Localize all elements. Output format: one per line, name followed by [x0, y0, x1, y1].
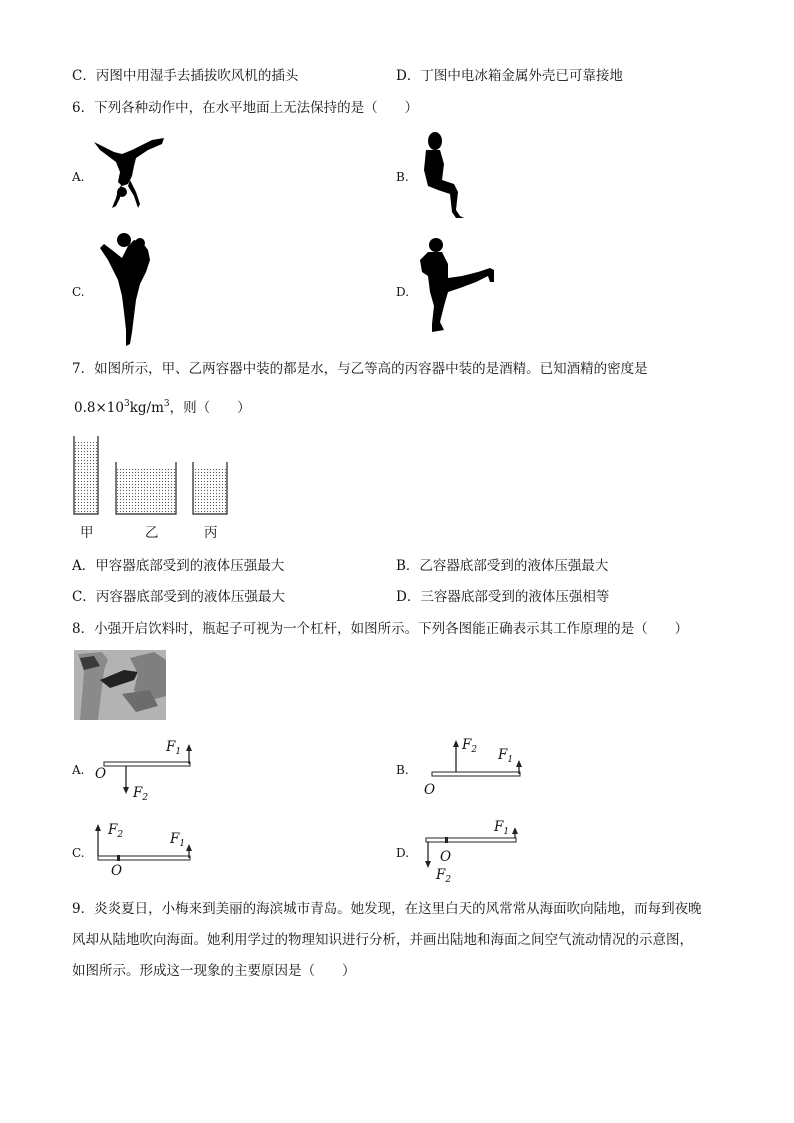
q8-label-a: A.	[72, 763, 85, 777]
q8-label-c: C.	[72, 846, 85, 860]
q5-option-d: D．丁图中电冰箱金属外壳已可靠接地	[396, 68, 623, 84]
d-force1-label: $F_1$	[494, 819, 510, 837]
q6-label-d: D.	[396, 285, 410, 299]
container-jia	[74, 436, 98, 514]
q7-stem-end: ，则（ ）	[169, 400, 251, 416]
three-containers-figure	[68, 432, 238, 520]
q7-density-exp: 3	[123, 399, 130, 409]
q5-option-c: C．丙图中用湿手去插拔吹风机的插头	[72, 68, 299, 84]
q6-label-b: B.	[396, 170, 409, 184]
container-bing	[193, 462, 227, 514]
q6-label-c: C.	[72, 285, 85, 299]
q6-label-a: A.	[72, 170, 85, 184]
q7-option-c: C．丙容器底部受到的液体压强最大	[72, 589, 285, 605]
d-force2-label: $F_2$	[436, 867, 452, 885]
q7-option-b: B．乙容器底部受到的液体压强最大	[396, 558, 609, 574]
q7-density-value: 0.8×10	[74, 400, 124, 416]
a-pivot-label: O	[95, 766, 107, 782]
b-force2-label: $F_2$	[462, 737, 478, 755]
q9-line3: 如图所示。形成这一现象的主要原因是（ ）	[72, 963, 356, 979]
q9-line1: 9．炎炎夏日，小梅来到美丽的海滨城市青岛。她发现，在这里白天的风常常从海面吹向陆地，而每到夜晚	[72, 901, 702, 917]
q7-stem: 7．如图所示，甲、乙两容器中装的都是水，与乙等高的丙容器中装的是酒精。已知酒精的密度是	[72, 361, 648, 377]
q7-option-a: A．甲容器底部受到的液体压强最大	[72, 558, 285, 574]
q8-stem: 8．小强开启饮料时，瓶起子可视为一个杠杆，如图所示。下列各图能正确表示其工作原理的是（ ）	[72, 621, 689, 637]
container-label-yi: 乙	[145, 525, 159, 541]
a-force2-label: $F_2$	[133, 785, 149, 803]
c-force2-label: $F_2$	[108, 822, 124, 840]
sitting-silhouette	[418, 130, 472, 222]
c-force1-label: $F_1$	[170, 831, 186, 849]
handstand-silhouette	[92, 136, 168, 214]
kicking-silhouette	[418, 236, 498, 334]
standing-split-silhouette	[96, 232, 158, 348]
bottle-opener-photo	[74, 650, 166, 720]
d-pivot-label: O	[440, 849, 452, 865]
q8-label-d: D.	[396, 846, 410, 860]
c-pivot-label: O	[111, 863, 123, 879]
q7-density-line	[74, 395, 251, 417]
a-force1-label: $F_1$	[166, 739, 182, 757]
container-yi	[116, 462, 176, 514]
q6-stem: 6．下列各种动作中，在水平地面上无法保持的是（ ）	[72, 100, 419, 116]
q7-density-unit: kg/m	[129, 400, 164, 416]
q7-density-unit-exp: 3	[163, 399, 170, 409]
q7-option-d: D．三容器底部受到的液体压强相等	[396, 589, 610, 605]
b-force1-label: $F_1$	[498, 747, 514, 765]
container-label-bing: 丙	[204, 525, 218, 541]
container-label-jia: 甲	[80, 525, 94, 541]
q9-line2: 风却从陆地吹向海面。她利用学过的物理知识进行分析，并画出陆地和海面之间空气流动情况的示意图，	[72, 932, 693, 948]
q8-label-b: B.	[396, 763, 409, 777]
b-pivot-label: O	[424, 782, 436, 798]
